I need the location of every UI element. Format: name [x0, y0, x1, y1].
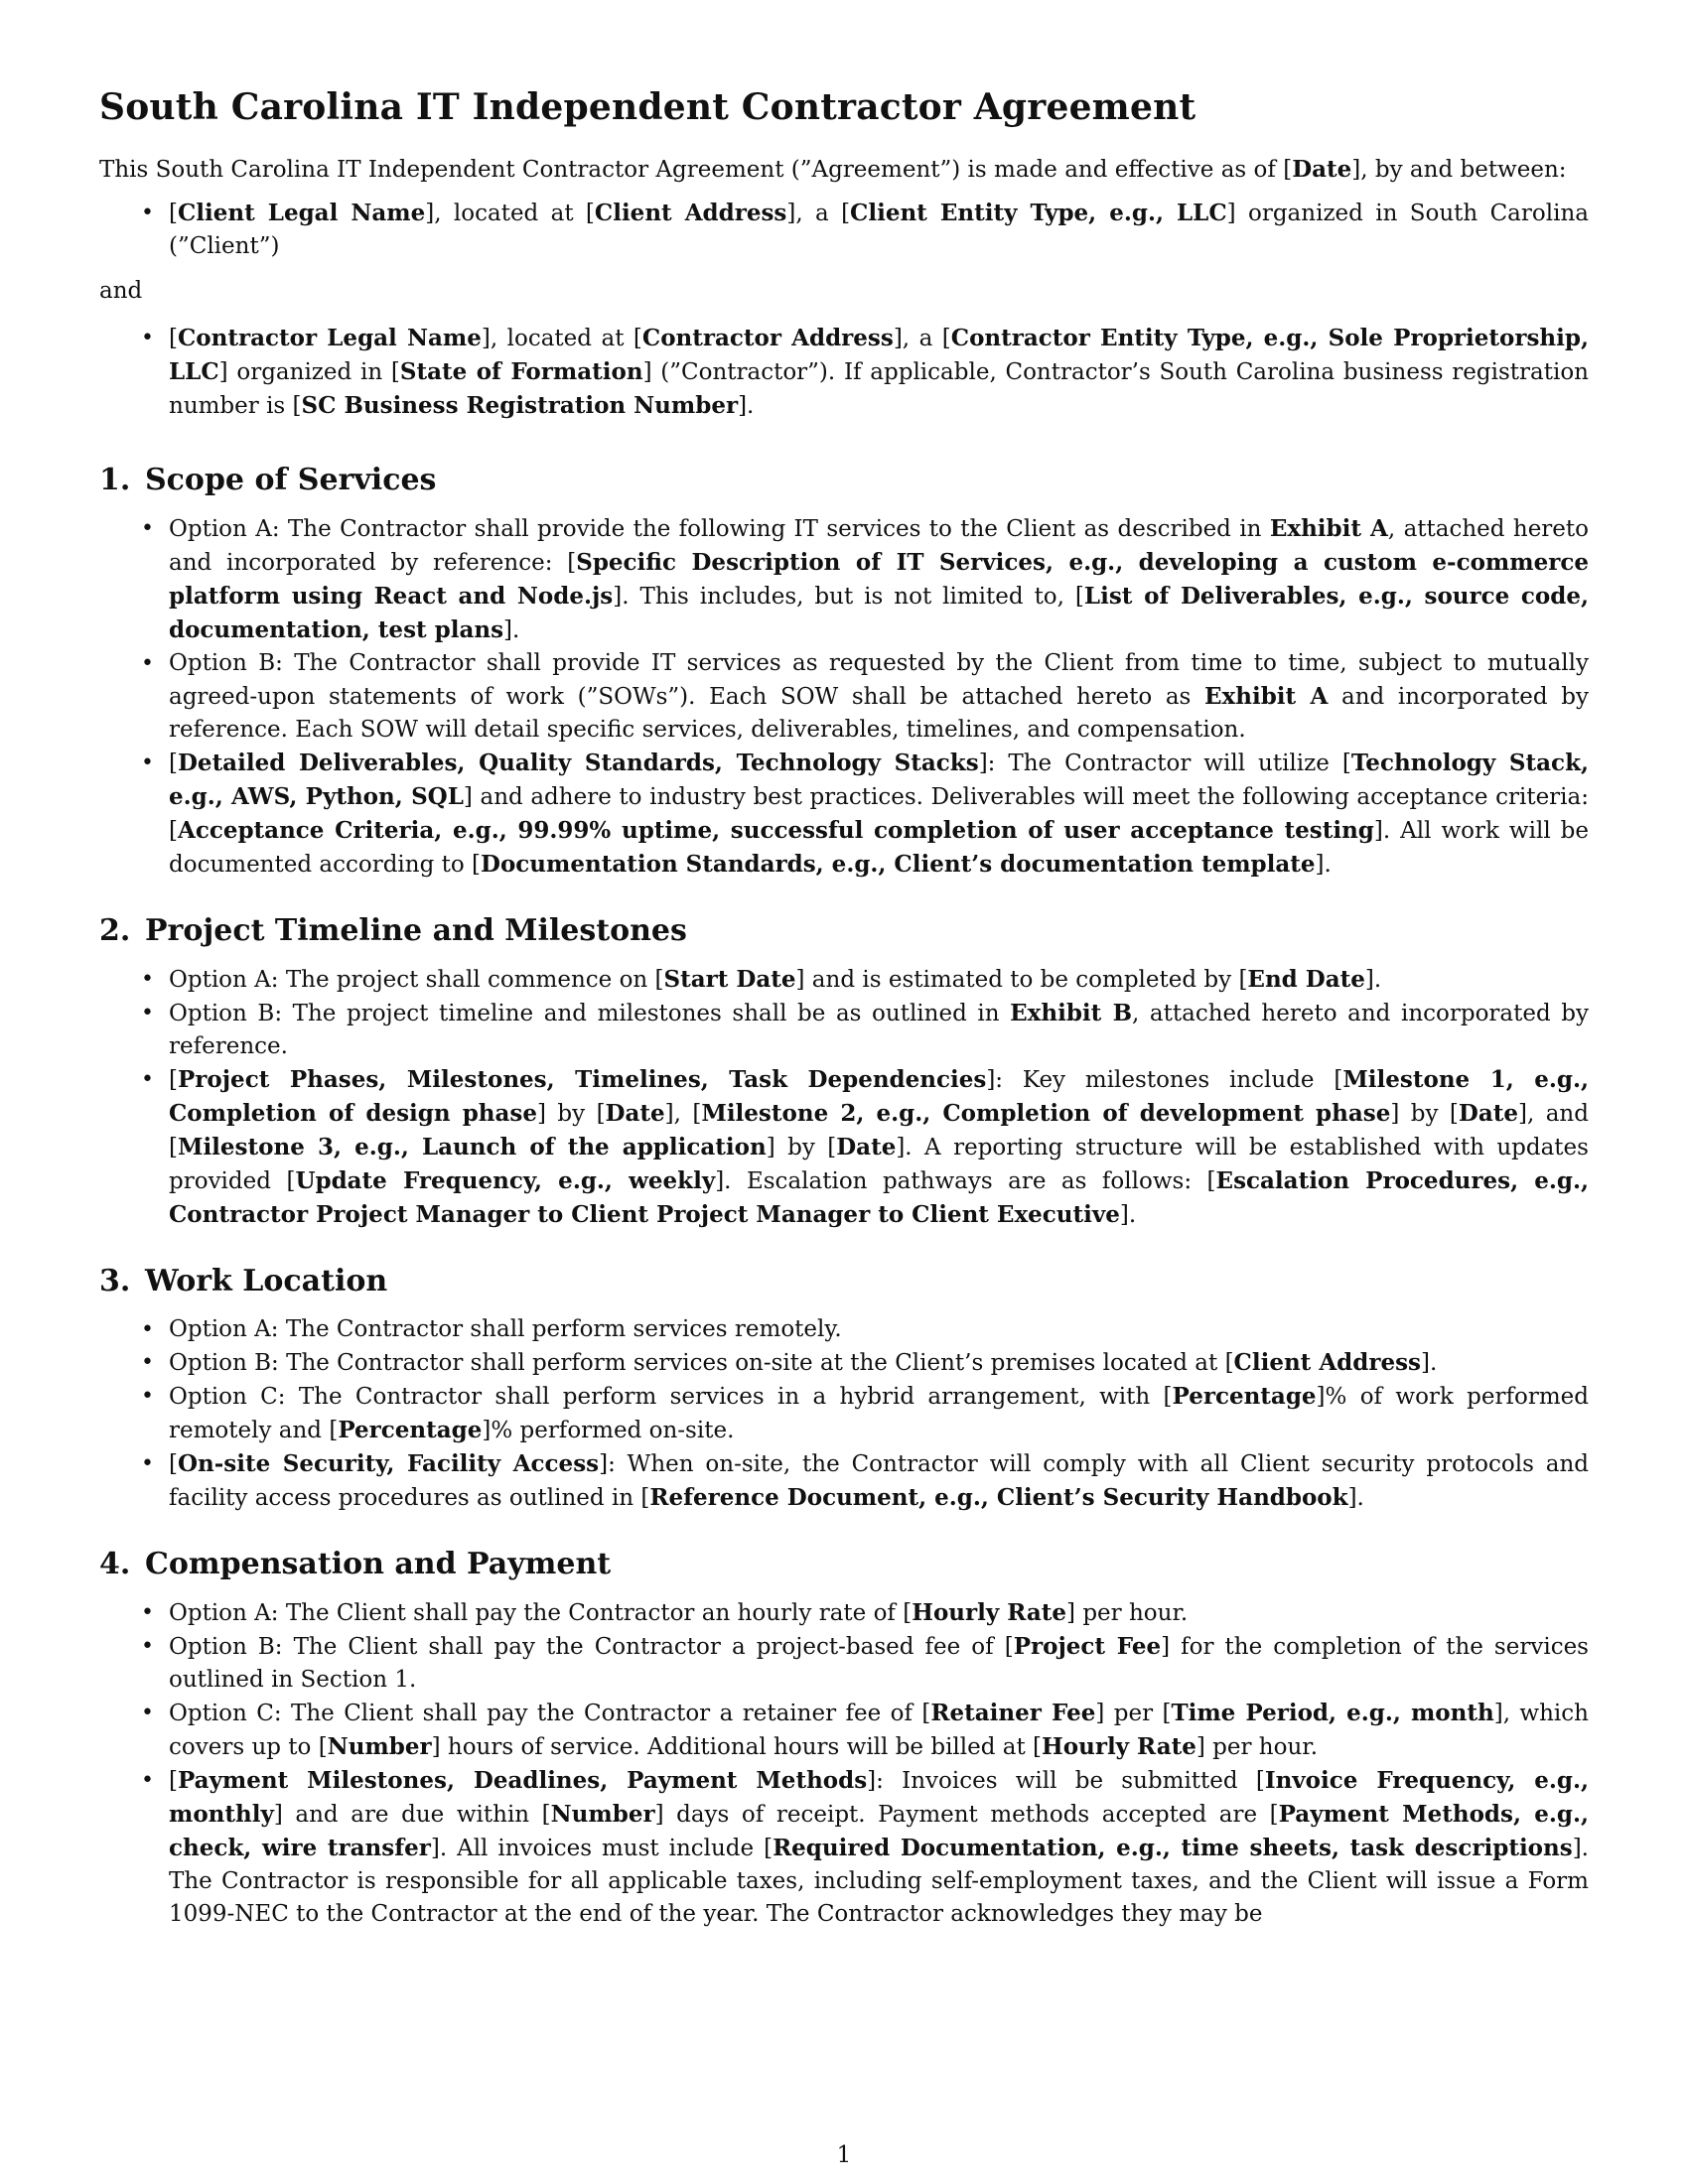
placeholder: Reference Document, e.g., Client’s Security Handbook — [649, 1484, 1348, 1511]
section-number: 3. — [99, 1264, 131, 1298]
text: ] organized in [ — [218, 359, 400, 385]
placeholder: Payment Methods, e.g., check, wire transfer — [169, 1801, 1589, 1861]
client-party-list — [99, 197, 1589, 263]
text: Option A: The Contractor shall provide the following IT services to the Client as described in — [169, 516, 1270, 542]
text: [ — [169, 1768, 178, 1794]
text: , attached hereto and incorporated by reference. — [169, 1001, 1590, 1059]
text: ] per [ — [1095, 1701, 1172, 1726]
text: ] per hour. — [1196, 1734, 1319, 1760]
placeholder: Retainer Fee — [930, 1700, 1096, 1726]
section-heading-scope — [99, 463, 1589, 498]
text: ]. This includes, but is not limited to, [ — [613, 584, 1084, 610]
list-item — [169, 1447, 1589, 1515]
compensation-list — [99, 1596, 1589, 1931]
text: [ — [169, 1067, 178, 1093]
text: ]: Invoices will be submitted [ — [867, 1768, 1265, 1794]
text: ]. — [1347, 1485, 1364, 1511]
text: [ — [169, 326, 178, 351]
text: , attached hereto and incorporated by reference: [ — [169, 516, 1589, 576]
text: ]. — [1315, 852, 1332, 878]
placeholder-sc-business-registration-number: SC Business Registration Number — [301, 392, 739, 419]
exhibit-ref: Exhibit A — [1204, 683, 1329, 710]
work-location-list — [99, 1313, 1589, 1515]
section-number: 2. — [99, 913, 131, 948]
section-title: Compensation and Payment — [145, 1547, 612, 1581]
placeholder: Required Documentation, e.g., time sheets, task descriptions — [773, 1835, 1573, 1861]
placeholder: Documentation Standards, e.g., Client’s documentation template — [481, 851, 1316, 878]
text: ] and is estimated to be completed by [ — [795, 967, 1248, 993]
text: ] hours of service. Additional hours will be billed at [ — [431, 1734, 1043, 1760]
placeholder: Percentage — [338, 1417, 483, 1443]
placeholder: Payment Milestones, Deadlines, Payment Methods — [177, 1767, 868, 1794]
text: ]. Escalation pathways are as follows: [ — [715, 1168, 1216, 1194]
list-item — [169, 963, 1589, 997]
text: ] for the completion of the services outlined in Section 1. — [169, 1634, 1589, 1693]
placeholder: Milestone 1, e.g., Completion of design phase — [169, 1066, 1589, 1127]
text: Option C: The Contractor shall perform services in a hybrid arrangement, with [ — [169, 1384, 1173, 1410]
text: ]. All invoices must include [ — [430, 1836, 774, 1861]
text: ] by [ — [537, 1101, 606, 1127]
text: ], which covers up to [ — [169, 1701, 1589, 1760]
text: ]. — [1364, 967, 1382, 993]
text: Option B: The project timeline and milestones shall be as outlined in — [169, 1001, 1011, 1026]
text: ], a [ — [786, 201, 851, 226]
exhibit-ref: Exhibit A — [1269, 515, 1388, 542]
text: Option B: The Contractor shall provide IT services as requested by the Client from time to time, subject to mutually agreed-upon statements of work (”SOWs”). Each SOW shall be attached hereto as — [169, 650, 1589, 710]
section-number: 1. — [99, 463, 131, 497]
page-number: 1 — [836, 2142, 852, 2168]
text: Option C: The Client shall pay the Contractor a retainer fee of [ — [169, 1701, 931, 1726]
text: ] and are due within [ — [273, 1802, 551, 1828]
placeholder-contractor-legal-name: Contractor Legal Name — [177, 325, 482, 351]
list-item — [169, 1380, 1589, 1447]
list-item — [169, 1313, 1589, 1346]
text: Option A: The Contractor shall perform services remotely. — [169, 1316, 842, 1342]
placeholder: Project Phases, Milestones, Timelines, Task Dependencies — [177, 1066, 987, 1093]
section-heading-timeline — [99, 913, 1589, 949]
contractor-party-list — [99, 322, 1589, 423]
text: ], located at [ — [481, 326, 642, 351]
document-page — [99, 85, 1589, 1931]
placeholder: Hourly Rate — [1042, 1733, 1196, 1760]
placeholder-contractor-entity-type: Contractor Entity Type, e.g., Sole Proprietorship, LLC — [169, 325, 1589, 385]
placeholder-date: Date — [1292, 156, 1352, 183]
placeholder: On-site Security, Facility Access — [177, 1450, 600, 1477]
placeholder: Update Frequency, e.g., weekly — [295, 1167, 716, 1194]
scope-list — [99, 512, 1589, 882]
contractor-party — [169, 322, 1589, 423]
text: ]. A reporting structure will be established with updates provided [ — [169, 1135, 1589, 1194]
list-item — [169, 1346, 1589, 1380]
text: Option B: The Contractor shall perform services on-site at the Client’s premises located at [ — [169, 1350, 1234, 1376]
text: ]. — [738, 393, 755, 419]
placeholder: Escalation Procedures, e.g., Contractor Project Manager to Client Project Manager to Client Executive — [169, 1167, 1589, 1228]
text: and incorporated by reference. Each SOW will detail specific services, deliverables, timelines, and compensation. — [169, 684, 1590, 743]
text: ]: When on-site, the Contractor will comply with all Client security protocols and facility access procedures as outlined in [ — [169, 1451, 1589, 1511]
text: ]% of work performed remotely and [ — [169, 1384, 1589, 1443]
placeholder: Date — [1458, 1100, 1518, 1127]
placeholder: End Date — [1247, 966, 1365, 993]
section-title: Project Timeline and Milestones — [145, 913, 687, 948]
and-separator: and — [99, 278, 143, 304]
exhibit-ref: Exhibit B — [1010, 1000, 1133, 1026]
placeholder-client-legal-name: Client Legal Name — [177, 200, 426, 226]
placeholder: Client Address — [1233, 1349, 1421, 1376]
text: Option A: The project shall commence on [ — [169, 967, 664, 993]
list-item — [169, 1697, 1589, 1764]
document-title: South Carolina IT Independent Contractor Agreement — [99, 86, 1196, 128]
text: [ — [169, 751, 178, 776]
text: Option B: The Client shall pay the Contractor a project-based fee of [ — [169, 1634, 1014, 1660]
intro-paragraph — [99, 153, 1589, 187]
placeholder: Number — [550, 1801, 655, 1828]
placeholder: Start Date — [663, 966, 796, 993]
text: ]. — [1119, 1202, 1137, 1228]
placeholder: Time Period, e.g., month — [1171, 1700, 1494, 1726]
text: ] days of receipt. Payment methods accepted are [ — [654, 1802, 1279, 1828]
client-party — [169, 197, 1589, 263]
placeholder-client-entity-type: Client Entity Type, e.g., LLC — [850, 200, 1227, 226]
text: ] per hour. — [1066, 1600, 1189, 1626]
text: ] by [ — [1390, 1101, 1459, 1127]
placeholder-state-of-formation: State of Formation — [399, 358, 643, 385]
section-heading-compensation — [99, 1547, 1589, 1582]
list-item — [169, 997, 1589, 1063]
text: ], a [ — [893, 326, 951, 351]
timeline-list — [99, 963, 1589, 1232]
placeholder-contractor-address: Contractor Address — [641, 325, 894, 351]
placeholder: List of Deliverables, e.g., source code, documentation, test plans — [169, 583, 1589, 643]
section-title: Work Location — [145, 1264, 388, 1298]
placeholder: Hourly Rate — [912, 1599, 1067, 1626]
list-item — [169, 647, 1589, 747]
text: ], [ — [664, 1101, 702, 1127]
text: ]% performed on-site. — [482, 1418, 735, 1443]
placeholder-client-address: Client Address — [594, 200, 787, 226]
placeholder: Project Fee — [1013, 1633, 1162, 1660]
placeholder: Percentage — [1172, 1383, 1317, 1410]
list-item — [169, 1063, 1589, 1232]
text: ]. All work will be documented according to [ — [169, 818, 1590, 878]
text: ] organized in South Carolina (”Client”) — [169, 201, 1589, 259]
section-title: Scope of Services — [145, 463, 437, 497]
list-item — [169, 1596, 1589, 1630]
placeholder: Date — [605, 1100, 665, 1127]
text: ]. — [1420, 1350, 1438, 1376]
placeholder: Acceptance Criteria, e.g., 99.99% uptime, successful completion of user acceptance testing — [177, 817, 1374, 844]
placeholder: Date — [836, 1134, 897, 1160]
placeholder: Invoice Frequency, e.g., monthly — [169, 1767, 1589, 1828]
placeholder: Milestone 2, e.g., Completion of development phase — [701, 1100, 1391, 1127]
intro-text: ], by and between: — [1351, 157, 1567, 183]
text: [ — [169, 1451, 178, 1477]
list-item — [169, 747, 1589, 882]
intro-text: This South Carolina IT Independent Contractor Agreement (”Agreement”) is made and effective as of [ — [99, 157, 1293, 183]
text: ] by [ — [766, 1135, 837, 1160]
text: ]. The Contractor is responsible for all applicable taxes, including self-employment taxes, and the Client will issue a Form 1099-NEC to the Contractor at the end of the year. The Contractor acknowledges they may be — [169, 1836, 1589, 1927]
section-number: 4. — [99, 1547, 131, 1581]
text: ]: Key milestones include [ — [986, 1067, 1343, 1093]
text: ]. — [503, 617, 520, 643]
placeholder: Technology Stack, e.g., AWS, Python, SQL — [169, 750, 1590, 810]
placeholder: Milestone 3, e.g., Launch of the application — [177, 1134, 767, 1160]
list-item — [169, 1630, 1589, 1697]
list-item — [169, 512, 1589, 647]
section-heading-work-location — [99, 1264, 1589, 1299]
text: ], and [ — [169, 1101, 1589, 1160]
text: ], located at [ — [425, 201, 595, 226]
text: ] (”Contractor”). If applicable, Contractor’s South Carolina business registration number is [ — [169, 359, 1589, 419]
placeholder: Detailed Deliverables, Quality Standards, Technology Stacks — [177, 750, 979, 776]
placeholder: Number — [327, 1733, 432, 1760]
text: ]: The Contractor will utilize [ — [978, 751, 1351, 776]
text: Option A: The Client shall pay the Contractor an hourly rate of [ — [169, 1600, 913, 1626]
list-item — [169, 1764, 1589, 1931]
text: ] and adhere to industry best practices. Deliverables will meet the following acceptance criteria: [ — [169, 784, 1589, 844]
placeholder: Specific Description of IT Services, e.g., developing a custom e-commerce platform using React and Node.js — [169, 549, 1589, 610]
text: [ — [169, 201, 178, 226]
